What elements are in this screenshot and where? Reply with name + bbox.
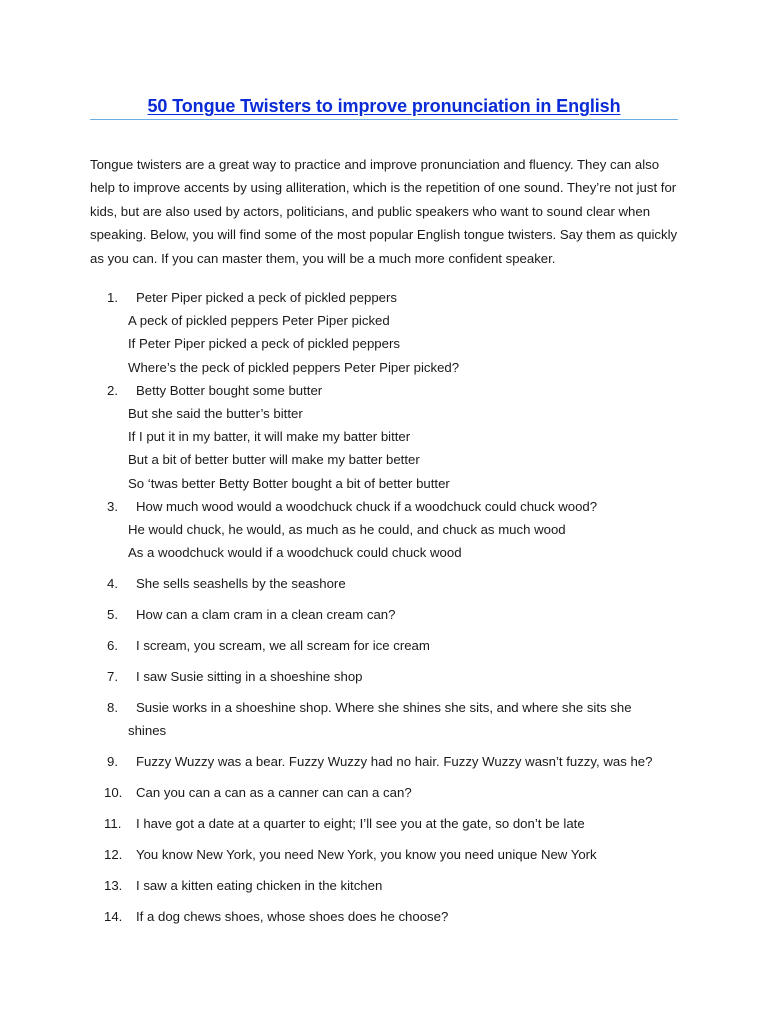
list-item [90,603,680,626]
list-item-number: 2. [107,382,118,398]
list-item-line: I have got a date at a quarter to eight; I’ll see you at the gate, so don’t be late [136,816,585,832]
list-item-number: 9. [107,754,118,770]
list-item [90,286,680,379]
document-title: 50 Tongue Twisters to improve pronunciation in English [147,96,621,116]
list-item-line: Susie works in a shoeshine shop. Where she shines she sits, and where she sits she [136,700,632,716]
list-item-line: shines [128,723,167,739]
list-item-line: But she said the butter’s bitter [128,406,303,422]
list-item-number: 3. [107,498,118,514]
list-item-line: If a dog chews shoes, whose shoes does he choose? [136,909,449,925]
list-item-line: She sells seashells by the seashore [136,576,346,592]
list-item-line: I scream, you scream, we all scream for ice cream [136,638,430,654]
list-item-number: 1. [107,290,118,305]
list-item [90,634,680,657]
list-item-line: Betty Botter bought some butter [136,382,323,398]
list-item-line: Peter Piper picked a peck of pickled peppers [136,290,397,305]
title-divider [90,119,678,120]
list-item-line: If I put it in my batter, it will make my batter bitter [128,429,411,445]
list-item [90,495,680,565]
list-item-line: Where’s the peck of pickled peppers Peter Piper picked? [128,359,460,375]
list-item-line: Fuzzy Wuzzy was a bear. Fuzzy Wuzzy had no hair. Fuzzy Wuzzy wasn’t fuzzy, was he? [136,754,653,770]
list-item-line: I saw Susie sitting in a shoeshine shop [136,669,363,685]
list-item-number: 12. [104,847,123,863]
list-item-number: 5. [107,607,118,623]
list-item-line: I saw a kitten eating chicken in the kitchen [136,878,383,894]
list-item-line: He would chuck, he would, as much as he could, and chuck as much wood [128,522,566,538]
list-item [90,750,680,773]
list-item [90,843,680,866]
list-item [90,696,680,742]
list-item [90,781,680,804]
list-item-line: So ‘twas better Betty Botter bought a bit of better butter [128,475,450,491]
list-item [90,379,680,495]
list-item [90,665,680,688]
list-item-number: 4. [107,576,118,592]
list-item-number: 11. [104,816,122,832]
list-item-number: 6. [107,638,118,654]
list-item-line: You know New York, you need New York, you know you need unique New York [136,847,597,863]
list-item-number: 13. [104,878,123,894]
list-item-line: How much wood would a woodchuck chuck if a woodchuck could chuck wood? [136,498,598,514]
list-item [90,874,680,897]
list-item-line: If Peter Piper picked a peck of pickled peppers [128,336,400,352]
list-item-line: But a bit of better butter will make my batter better [128,452,420,468]
list-item-line: A peck of pickled peppers Peter Piper picked [128,313,390,329]
list-item [90,905,680,928]
list-item-line: As a woodchuck would if a woodchuck could chuck wood [128,545,462,561]
list-item-number: 10. [104,785,123,801]
list-item [90,812,680,835]
list-item [90,572,680,595]
list-item-line: Can you can a can as a canner can can a can? [136,785,412,801]
list-item-number: 7. [107,669,118,685]
list-item-line: How can a clam cram in a clean cream can? [136,607,396,623]
list-item-number: 8. [107,700,118,716]
intro-paragraph: Tongue twisters are a great way to practice and improve pronunciation and fluency. They can also help to improve accents by using alliteration, which is the repetition of one sound. They’re not just for kids, but are also used by actors, politicians, and public speakers who want to sound clear when speaking. Below, you will find some of the most popular English tongue twisters. Say them as quickly as you can. If you can master them, you will be a much more confident speaker. [90,157,678,266]
tongue-twister-list [90,286,680,929]
list-item-number: 14. [104,909,123,925]
